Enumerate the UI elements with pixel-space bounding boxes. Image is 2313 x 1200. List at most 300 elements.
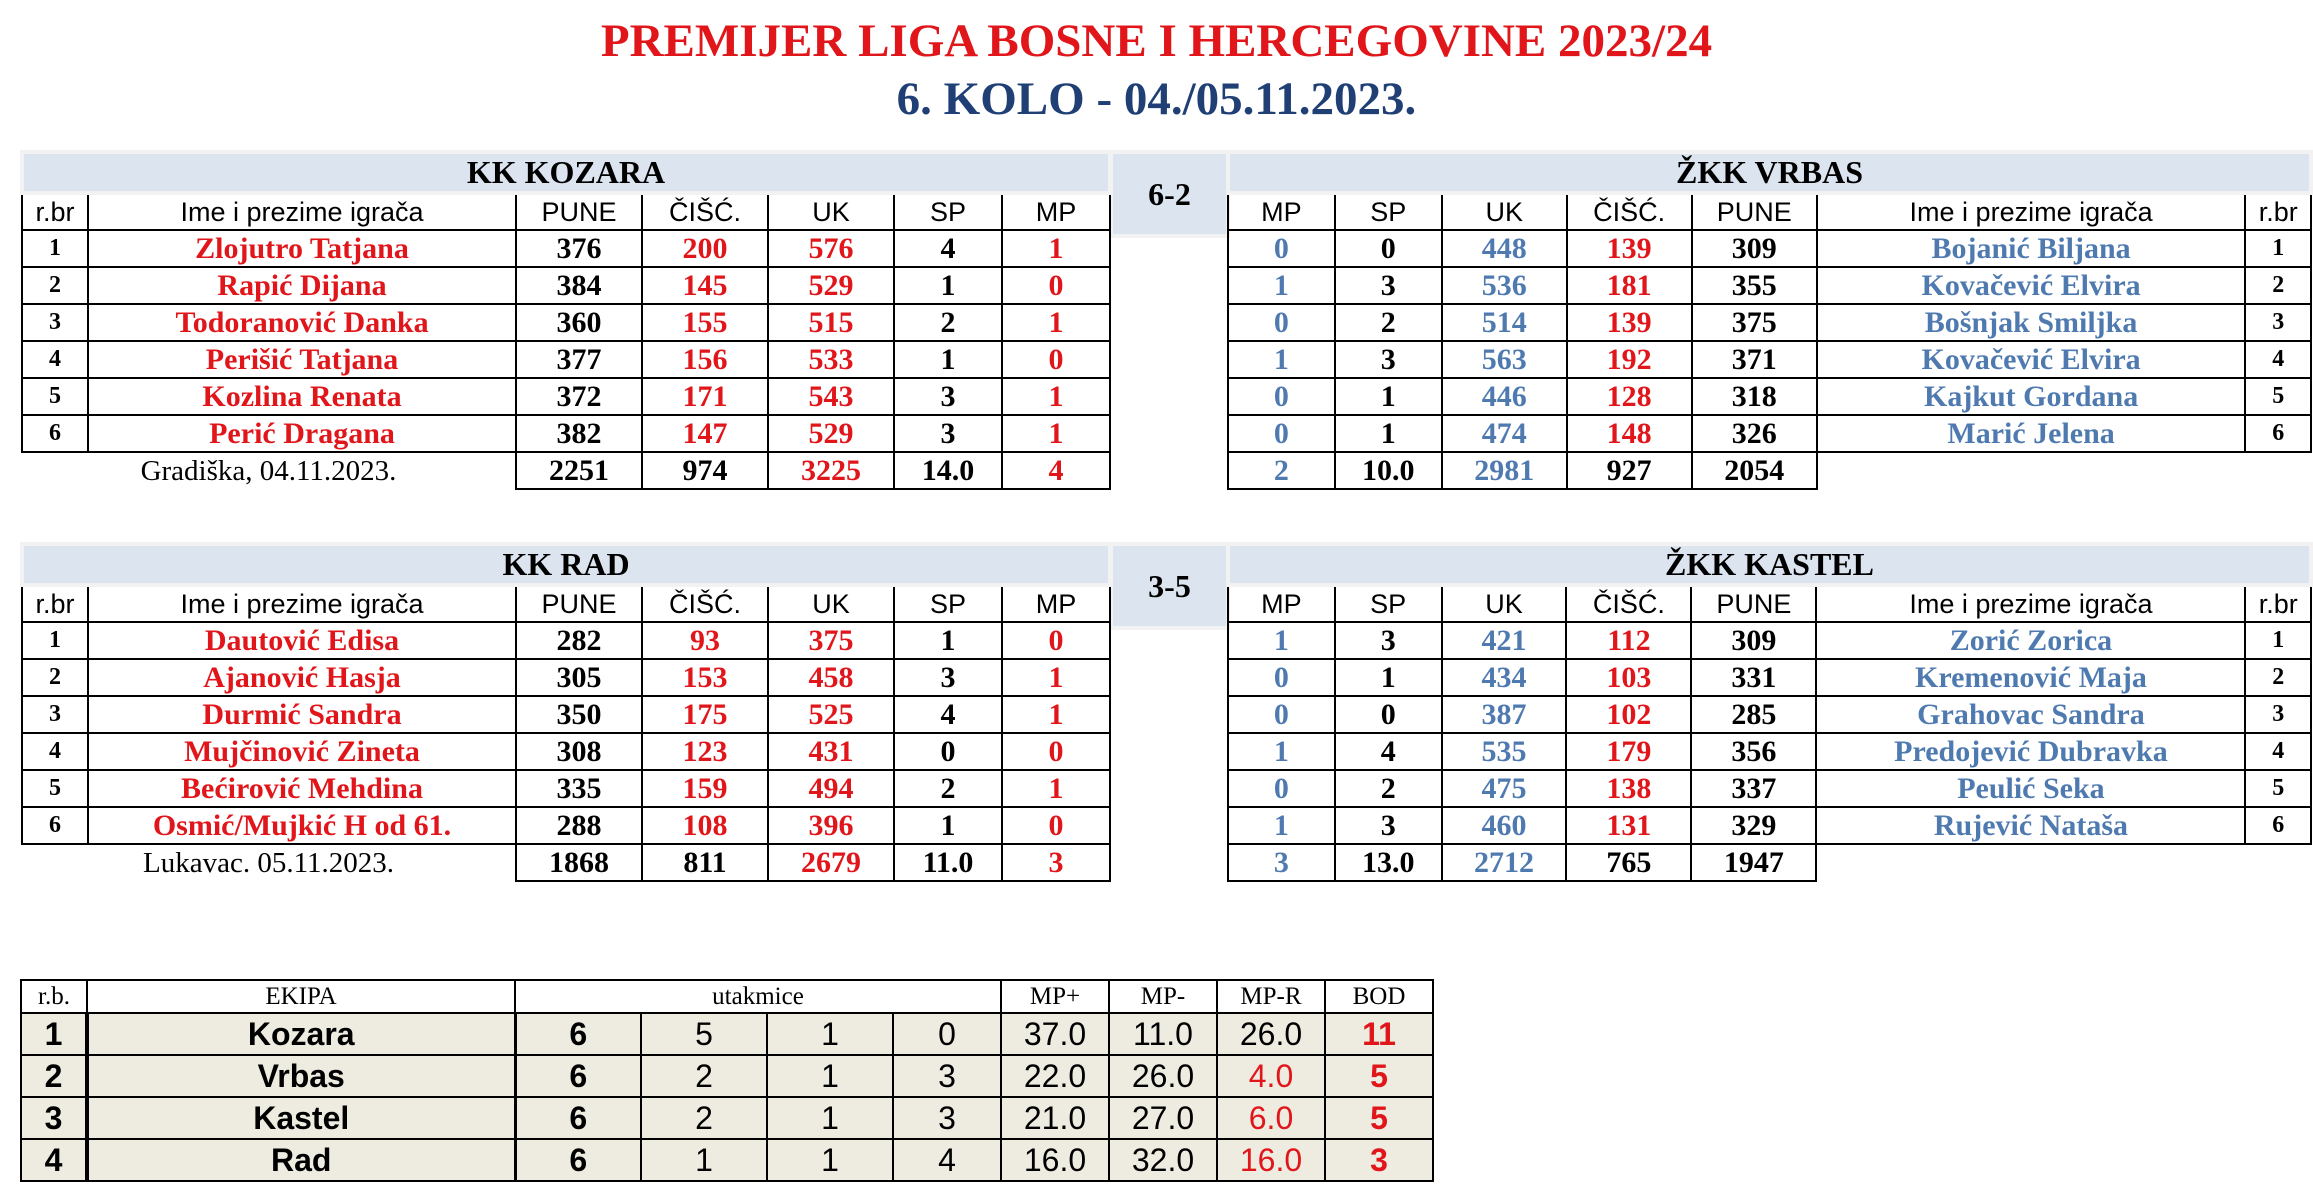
standings-mp-minus: 32.0 [1109,1139,1217,1181]
player-rank: 1 [2245,622,2311,659]
col-header-cisc: ČIŠĆ. [642,585,768,622]
player-sp: 2 [1335,770,1442,807]
player-mp: 0 [1228,770,1335,807]
player-uk: 396 [768,807,894,844]
home-team-name: KK KOZARA [22,152,1110,193]
standings-won: 2 [641,1055,767,1097]
player-rank: 3 [2245,696,2311,733]
standings-points: 3 [1325,1139,1433,1181]
player-sp: 2 [894,304,1002,341]
away-team-table [1226,150,2313,490]
total-pune: 2054 [1692,452,1817,489]
player-rank: 3 [22,696,88,733]
player-mp: 0 [1228,378,1335,415]
away-team-table [1226,542,2313,882]
player-name: Ajanović Hasja [88,659,516,696]
player-sp: 4 [1335,733,1442,770]
home-player-row [22,304,1110,341]
player-cisc: 192 [1567,341,1692,378]
away-player-row [1228,230,2311,267]
player-mp: 1 [1002,659,1110,696]
player-pune: 329 [1691,807,1816,844]
total-uk: 3225 [768,452,894,489]
standings-played: 6 [515,1013,641,1055]
home-player-row [22,378,1110,415]
standings-mp-minus: 26.0 [1109,1055,1217,1097]
away-player-row [1228,341,2311,378]
away-player-row [1228,304,2311,341]
player-name: Zlojutro Tatjana [88,230,516,267]
player-name: Grahovac Sandra [1816,696,2245,733]
standings-played: 6 [515,1097,641,1139]
player-cisc: 102 [1566,696,1691,733]
standings-rank: 4 [21,1139,87,1181]
player-pune: 355 [1692,267,1817,304]
player-uk: 536 [1442,267,1567,304]
page-title: PREMIJER LIGA BOSNE I HERCEGOVINE 2023/24 [600,15,1713,67]
total-pune: 1947 [1691,844,1816,881]
player-name: Kozlina Renata [88,378,516,415]
standings-points: 5 [1325,1055,1433,1097]
player-uk: 458 [768,659,894,696]
player-mp: 1 [1228,807,1335,844]
standings-won: 1 [641,1139,767,1181]
player-name: Rapić Dijana [88,267,516,304]
player-sp: 1 [894,807,1002,844]
player-name: Kremenović Maja [1816,659,2245,696]
match-score: 6-2 [1111,152,1228,236]
player-mp: 0 [1228,230,1335,267]
player-rank: 6 [2245,415,2311,452]
player-pune: 382 [516,415,642,452]
player-sp: 1 [1335,378,1442,415]
player-mp: 1 [1002,696,1110,733]
standings-row [21,1097,1433,1139]
player-cisc: 93 [642,622,768,659]
player-mp: 1 [1228,341,1335,378]
player-sp: 3 [1335,622,1442,659]
player-rank: 2 [2245,659,2311,696]
player-rank: 5 [22,378,88,415]
standings-header-row [21,980,1433,1013]
standings-won: 5 [641,1013,767,1055]
away-player-row [1228,622,2311,659]
player-sp: 0 [1335,230,1442,267]
player-mp: 1 [1002,415,1110,452]
total-sp: 11.0 [894,844,1002,881]
col-header-pune: PUNE [516,193,642,230]
total-cisc: 811 [642,844,768,881]
col-header-sp: SP [894,585,1002,622]
home-team-name: KK RAD [22,544,1110,585]
standings-rank: 2 [21,1055,87,1097]
page-subtitle: 6. KOLO - 04./05.11.2023. [896,73,1417,125]
away-player-row [1228,733,2311,770]
standings-team: Rad [87,1139,515,1181]
player-sp: 3 [894,659,1002,696]
player-name: Kajkut Gordana [1817,378,2246,415]
player-sp: 2 [1335,304,1442,341]
col-header-rbr: r.br [22,193,88,230]
home-player-row [22,267,1110,304]
standings-mp-diff: 16.0 [1217,1139,1325,1181]
col-header-mp: MP [1002,193,1110,230]
standings-row [21,1055,1433,1097]
player-sp: 1 [894,267,1002,304]
player-cisc: 148 [1567,415,1692,452]
standings-header-mp-plus: MP+ [1001,980,1109,1013]
player-mp: 0 [1002,341,1110,378]
player-mp: 0 [1228,696,1335,733]
player-uk: 535 [1442,733,1567,770]
total-cisc: 974 [642,452,768,489]
player-rank: 4 [22,341,88,378]
player-name: Bojanić Biljana [1817,230,2246,267]
player-cisc: 171 [642,378,768,415]
player-cisc: 200 [642,230,768,267]
standings-header-mp-minus: MP- [1109,980,1217,1013]
player-uk: 576 [768,230,894,267]
home-player-row [22,230,1110,267]
standings-draw: 1 [767,1139,893,1181]
player-sp: 2 [894,770,1002,807]
home-player-row [22,770,1110,807]
player-pune: 356 [1691,733,1816,770]
player-pune: 326 [1692,415,1817,452]
standings-row [21,1013,1433,1055]
player-pune: 288 [516,807,642,844]
col-header-sp: SP [1335,193,1442,230]
player-rank: 1 [22,230,88,267]
player-rank: 3 [22,304,88,341]
standings-mp-diff: 6.0 [1217,1097,1325,1139]
player-mp: 1 [1002,304,1110,341]
col-header-name: Ime i prezime igrača [1816,585,2245,622]
player-uk: 446 [1442,378,1567,415]
player-pune: 384 [516,267,642,304]
player-uk: 529 [768,415,894,452]
standings-table [20,979,1434,1182]
standings-draw: 1 [767,1055,893,1097]
player-cisc: 179 [1566,733,1691,770]
away-team-name: ŽKK KASTEL [1228,544,2311,585]
player-pune: 335 [516,770,642,807]
total-mp: 4 [1002,452,1110,489]
col-header-cisc: ČIŠĆ. [1567,193,1692,230]
standings-mp-plus: 22.0 [1001,1055,1109,1097]
match-place-date: Lukavac. 05.11.2023. [142,846,394,879]
player-mp: 0 [1228,415,1335,452]
player-mp: 0 [1228,659,1335,696]
col-header-pune: PUNE [516,585,642,622]
player-cisc: 108 [642,807,768,844]
away-team-name: ŽKK VRBAS [1228,152,2311,193]
col-header-name: Ime i prezime igrača [1817,193,2246,230]
col-header-cisc: ČIŠĆ. [642,193,768,230]
player-sp: 0 [894,733,1002,770]
home-player-row [22,733,1110,770]
standings-header-team: EKIPA [87,980,515,1013]
away-player-row [1228,807,2311,844]
player-name: Marić Jelena [1817,415,2246,452]
standings-row [21,1139,1433,1181]
player-uk: 529 [768,267,894,304]
player-mp: 1 [1002,230,1110,267]
standings-points: 11 [1325,1013,1433,1055]
col-header-name: Ime i prezime igrača [88,193,516,230]
standings-team: Kozara [87,1013,515,1055]
col-header-sp: SP [894,193,1002,230]
player-cisc: 131 [1566,807,1691,844]
col-header-uk: UK [768,193,894,230]
away-total-row [1228,844,2311,881]
player-cisc: 156 [642,341,768,378]
player-rank: 5 [22,770,88,807]
standings-mp-diff: 4.0 [1217,1055,1325,1097]
player-mp: 1 [1228,267,1335,304]
player-rank: 6 [2245,807,2311,844]
player-mp: 1 [1228,622,1335,659]
home-player-row [22,341,1110,378]
player-sp: 1 [1335,415,1442,452]
standings-header-points: BOD [1325,980,1433,1013]
player-pune: 318 [1692,378,1817,415]
player-name: Kovačević Elvira [1817,267,2246,304]
player-sp: 3 [894,378,1002,415]
total-cisc: 765 [1566,844,1691,881]
player-name: Dautović Edisa [88,622,516,659]
col-header-pune: PUNE [1691,585,1816,622]
player-rank: 2 [22,267,88,304]
player-cisc: 138 [1566,770,1691,807]
total-sp: 13.0 [1335,844,1442,881]
home-total-row [22,844,1110,881]
col-header-uk: UK [1442,585,1567,622]
standings-mp-plus: 16.0 [1001,1139,1109,1181]
player-rank: 4 [2245,341,2311,378]
away-player-row [1228,696,2311,733]
standings-rank: 3 [21,1097,87,1139]
player-name: Durmić Sandra [88,696,516,733]
player-cisc: 175 [642,696,768,733]
total-cisc: 927 [1567,452,1692,489]
player-mp: 0 [1002,267,1110,304]
player-mp: 0 [1002,622,1110,659]
player-pune: 305 [516,659,642,696]
player-rank: 6 [22,415,88,452]
col-header-name: Ime i prezime igrača [88,585,516,622]
player-rank: 2 [22,659,88,696]
match-score-box [1109,542,1230,630]
away-player-row [1228,659,2311,696]
standings-header-rb: r.b. [21,980,87,1013]
total-mp: 3 [1228,844,1335,881]
player-pune: 309 [1691,622,1816,659]
player-cisc: 159 [642,770,768,807]
standings-played: 6 [515,1055,641,1097]
player-rank: 4 [2245,733,2311,770]
player-pune: 308 [516,733,642,770]
player-uk: 525 [768,696,894,733]
player-pune: 371 [1692,341,1817,378]
player-rank: 1 [2245,230,2311,267]
player-uk: 474 [1442,415,1567,452]
total-uk: 2679 [768,844,894,881]
player-uk: 494 [768,770,894,807]
away-player-row [1228,415,2311,452]
empty-cell [1817,452,2311,489]
player-uk: 431 [768,733,894,770]
player-pune: 376 [516,230,642,267]
player-rank: 3 [2245,304,2311,341]
player-uk: 387 [1442,696,1567,733]
player-cisc: 139 [1567,304,1692,341]
col-header-uk: UK [1442,193,1567,230]
player-name: Todoranović Danka [88,304,516,341]
standings-mp-plus: 21.0 [1001,1097,1109,1139]
player-pune: 372 [516,378,642,415]
player-sp: 1 [1335,659,1442,696]
player-cisc: 145 [642,267,768,304]
col-header-rbr: r.br [2245,585,2311,622]
player-pune: 337 [1691,770,1816,807]
standings-team: Vrbas [87,1055,515,1097]
standings-mp-plus: 37.0 [1001,1013,1109,1055]
player-name: Predojević Dubravka [1816,733,2245,770]
player-cisc: 147 [642,415,768,452]
player-uk: 515 [768,304,894,341]
col-header-rbr: r.br [22,585,88,622]
player-uk: 533 [768,341,894,378]
player-sp: 3 [1335,807,1442,844]
player-rank: 4 [22,733,88,770]
player-sp: 4 [894,696,1002,733]
player-name: Perišić Tatjana [88,341,516,378]
player-uk: 543 [768,378,894,415]
player-uk: 475 [1442,770,1567,807]
standings-rank: 1 [21,1013,87,1055]
home-player-row [22,415,1110,452]
player-name: Kovačević Elvira [1817,341,2246,378]
home-player-row [22,696,1110,733]
player-mp: 1 [1228,733,1335,770]
player-cisc: 181 [1567,267,1692,304]
player-uk: 448 [1442,230,1567,267]
player-pune: 375 [1692,304,1817,341]
player-sp: 0 [1335,696,1442,733]
total-uk: 2981 [1442,452,1567,489]
player-name: Osmić/Mujkić H od 61. [88,807,516,844]
standings-mp-diff: 26.0 [1217,1013,1325,1055]
player-uk: 375 [768,622,894,659]
player-pune: 360 [516,304,642,341]
player-sp: 1 [894,341,1002,378]
player-cisc: 123 [642,733,768,770]
total-pune: 2251 [516,452,642,489]
standings-mp-minus: 27.0 [1109,1097,1217,1139]
col-header-rbr: r.br [2245,193,2311,230]
player-name: Rujević Nataša [1816,807,2245,844]
player-name: Bećirović Mehdina [88,770,516,807]
home-player-row [22,659,1110,696]
player-rank: 1 [22,622,88,659]
standings-points: 5 [1325,1097,1433,1139]
standings-draw: 1 [767,1013,893,1055]
match-score-box [1109,150,1230,238]
standings-lost: 3 [893,1055,1001,1097]
match-place-date: Gradiška, 04.11.2023. [140,454,397,487]
col-header-pune: PUNE [1692,193,1817,230]
col-header-mp: MP [1002,585,1110,622]
away-total-row [1228,452,2311,489]
player-uk: 514 [1442,304,1567,341]
player-name: Perić Dragana [88,415,516,452]
total-sp: 14.0 [894,452,1002,489]
standings-lost: 0 [893,1013,1001,1055]
player-sp: 3 [894,415,1002,452]
player-pune: 282 [516,622,642,659]
standings-won: 2 [641,1097,767,1139]
total-mp: 2 [1228,452,1335,489]
col-header-cisc: ČIŠĆ. [1566,585,1691,622]
away-player-row [1228,378,2311,415]
player-mp: 0 [1228,304,1335,341]
player-mp: 1 [1002,378,1110,415]
player-cisc: 103 [1566,659,1691,696]
home-team-table [20,542,1112,882]
player-uk: 563 [1442,341,1567,378]
player-cisc: 139 [1567,230,1692,267]
player-uk: 434 [1442,659,1567,696]
home-total-row [22,452,1110,489]
col-header-sp: SP [1335,585,1442,622]
home-player-row [22,622,1110,659]
col-header-uk: UK [768,585,894,622]
player-sp: 3 [1335,267,1442,304]
home-team-table [20,150,1112,490]
player-uk: 460 [1442,807,1567,844]
player-sp: 1 [894,622,1002,659]
player-cisc: 155 [642,304,768,341]
player-rank: 5 [2245,770,2311,807]
match-score: 3-5 [1111,544,1228,628]
away-player-row [1228,267,2311,304]
player-cisc: 153 [642,659,768,696]
player-pune: 350 [516,696,642,733]
standings-team: Kastel [87,1097,515,1139]
player-cisc: 112 [1566,622,1691,659]
player-rank: 6 [22,807,88,844]
player-mp: 1 [1002,770,1110,807]
player-sp: 4 [894,230,1002,267]
player-pune: 309 [1692,230,1817,267]
player-sp: 3 [1335,341,1442,378]
home-player-row [22,807,1110,844]
standings-draw: 1 [767,1097,893,1139]
player-name: Zorić Zorica [1816,622,2245,659]
total-uk: 2712 [1442,844,1567,881]
player-cisc: 128 [1567,378,1692,415]
away-player-row [1228,770,2311,807]
player-pune: 377 [516,341,642,378]
standings-played: 6 [515,1139,641,1181]
total-mp: 3 [1002,844,1110,881]
player-rank: 5 [2245,378,2311,415]
col-header-mp: MP [1228,193,1335,230]
player-pune: 285 [1691,696,1816,733]
standings-header-games: utakmice [515,980,1001,1013]
player-rank: 2 [2245,267,2311,304]
